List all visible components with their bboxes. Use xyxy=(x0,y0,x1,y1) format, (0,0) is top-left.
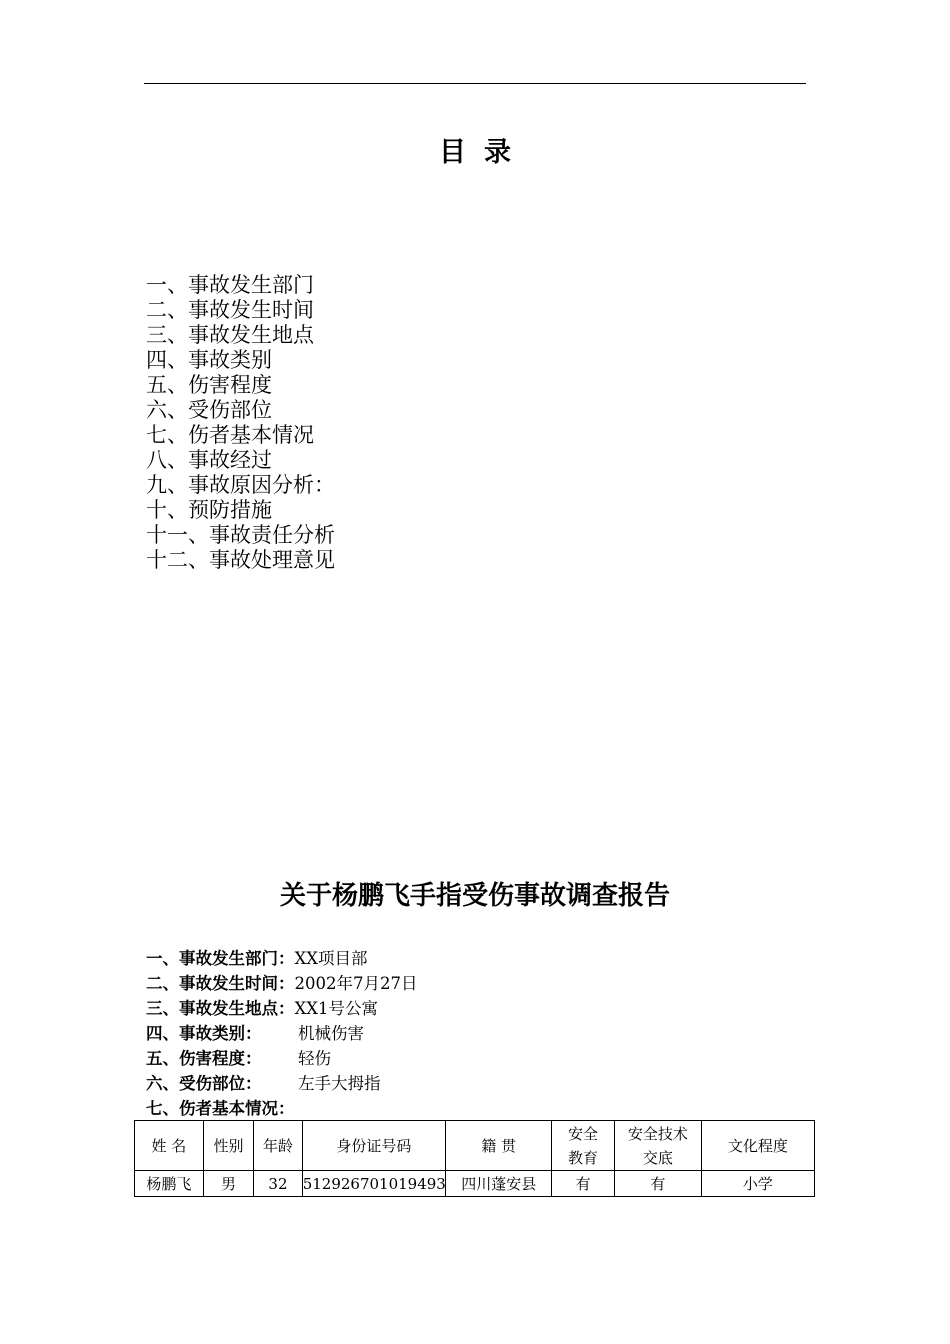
field-value: 机械伤害 xyxy=(298,1024,364,1043)
toc-item: 三、事故发生地点 xyxy=(146,323,314,347)
field-department xyxy=(146,946,418,971)
toc-item: 四、事故类别 xyxy=(146,348,272,372)
field-label: 三、事故发生地点： xyxy=(146,999,295,1018)
header-cell xyxy=(552,1121,615,1171)
table-cell: 32 xyxy=(254,1171,302,1197)
toc-item: 十一、事故责任分析 xyxy=(146,523,335,547)
header-cell: 姓 名 xyxy=(135,1121,204,1171)
header-cell: 文化程度 xyxy=(701,1121,814,1171)
table-cell: 有 xyxy=(552,1171,615,1197)
toc-title: 目录 xyxy=(439,137,529,168)
table-header-row xyxy=(135,1121,815,1171)
toc-item: 九、事故原因分析： xyxy=(146,473,335,497)
toc-item: 二、事故发生时间 xyxy=(146,298,314,322)
toc-item: 七、伤者基本情况 xyxy=(146,423,314,447)
toc-item: 六、受伤部位 xyxy=(146,398,272,422)
toc-item: 八、事故经过 xyxy=(146,448,272,472)
header-cell: 性别 xyxy=(203,1121,254,1171)
field-time xyxy=(146,971,418,996)
header-cell xyxy=(614,1121,701,1171)
field-label: 四、事故类别： xyxy=(146,1024,262,1043)
toc-item: 一、事故发生部门 xyxy=(146,273,314,297)
field-value: XX项目部 xyxy=(294,949,368,968)
field-label: 七、伤者基本情况： xyxy=(146,1099,295,1118)
toc-item: 五、伤害程度 xyxy=(146,373,272,397)
field-location xyxy=(146,996,418,1021)
header-rule xyxy=(144,83,806,84)
header-text: 安全技术交底 xyxy=(627,1124,688,1167)
header-cell: 籍 贯 xyxy=(446,1121,552,1171)
table-cell: 男 xyxy=(203,1171,254,1197)
table-row xyxy=(135,1171,815,1197)
table-cell: 四川蓬安县 xyxy=(446,1171,552,1197)
report-title: 关于杨鹏飞手指受伤事故调查报告 xyxy=(279,881,670,911)
field-label: 五、伤害程度： xyxy=(146,1049,262,1068)
field-value: 轻伤 xyxy=(298,1049,331,1068)
field-label: 二、事故发生时间： xyxy=(146,974,295,993)
toc-list xyxy=(146,273,335,573)
header-text: 安全教育 xyxy=(568,1124,599,1167)
field-value: 左手大拇指 xyxy=(298,1074,381,1093)
field-injured-info xyxy=(146,1096,418,1121)
table-cell: 有 xyxy=(614,1171,701,1197)
header-cell: 身份证号码 xyxy=(302,1121,445,1171)
table-cell: 杨鹏飞 xyxy=(135,1171,204,1197)
field-value: 2002年7月27日 xyxy=(294,974,418,993)
table-cell: 512926701019493 xyxy=(302,1171,445,1197)
toc-item: 十、预防措施 xyxy=(146,498,272,522)
field-severity xyxy=(146,1046,418,1071)
table-cell: 小学 xyxy=(701,1171,814,1197)
injured-info-table xyxy=(134,1120,815,1197)
field-label: 六、受伤部位： xyxy=(146,1074,262,1093)
field-label: 一、事故发生部门： xyxy=(146,949,295,968)
toc-item: 十二、事故处理意见 xyxy=(146,548,335,572)
header-cell: 年龄 xyxy=(254,1121,302,1171)
field-injury-part xyxy=(146,1071,418,1096)
report-fields xyxy=(146,946,418,1121)
field-category xyxy=(146,1021,418,1046)
field-value: XX1号公寓 xyxy=(294,999,378,1018)
